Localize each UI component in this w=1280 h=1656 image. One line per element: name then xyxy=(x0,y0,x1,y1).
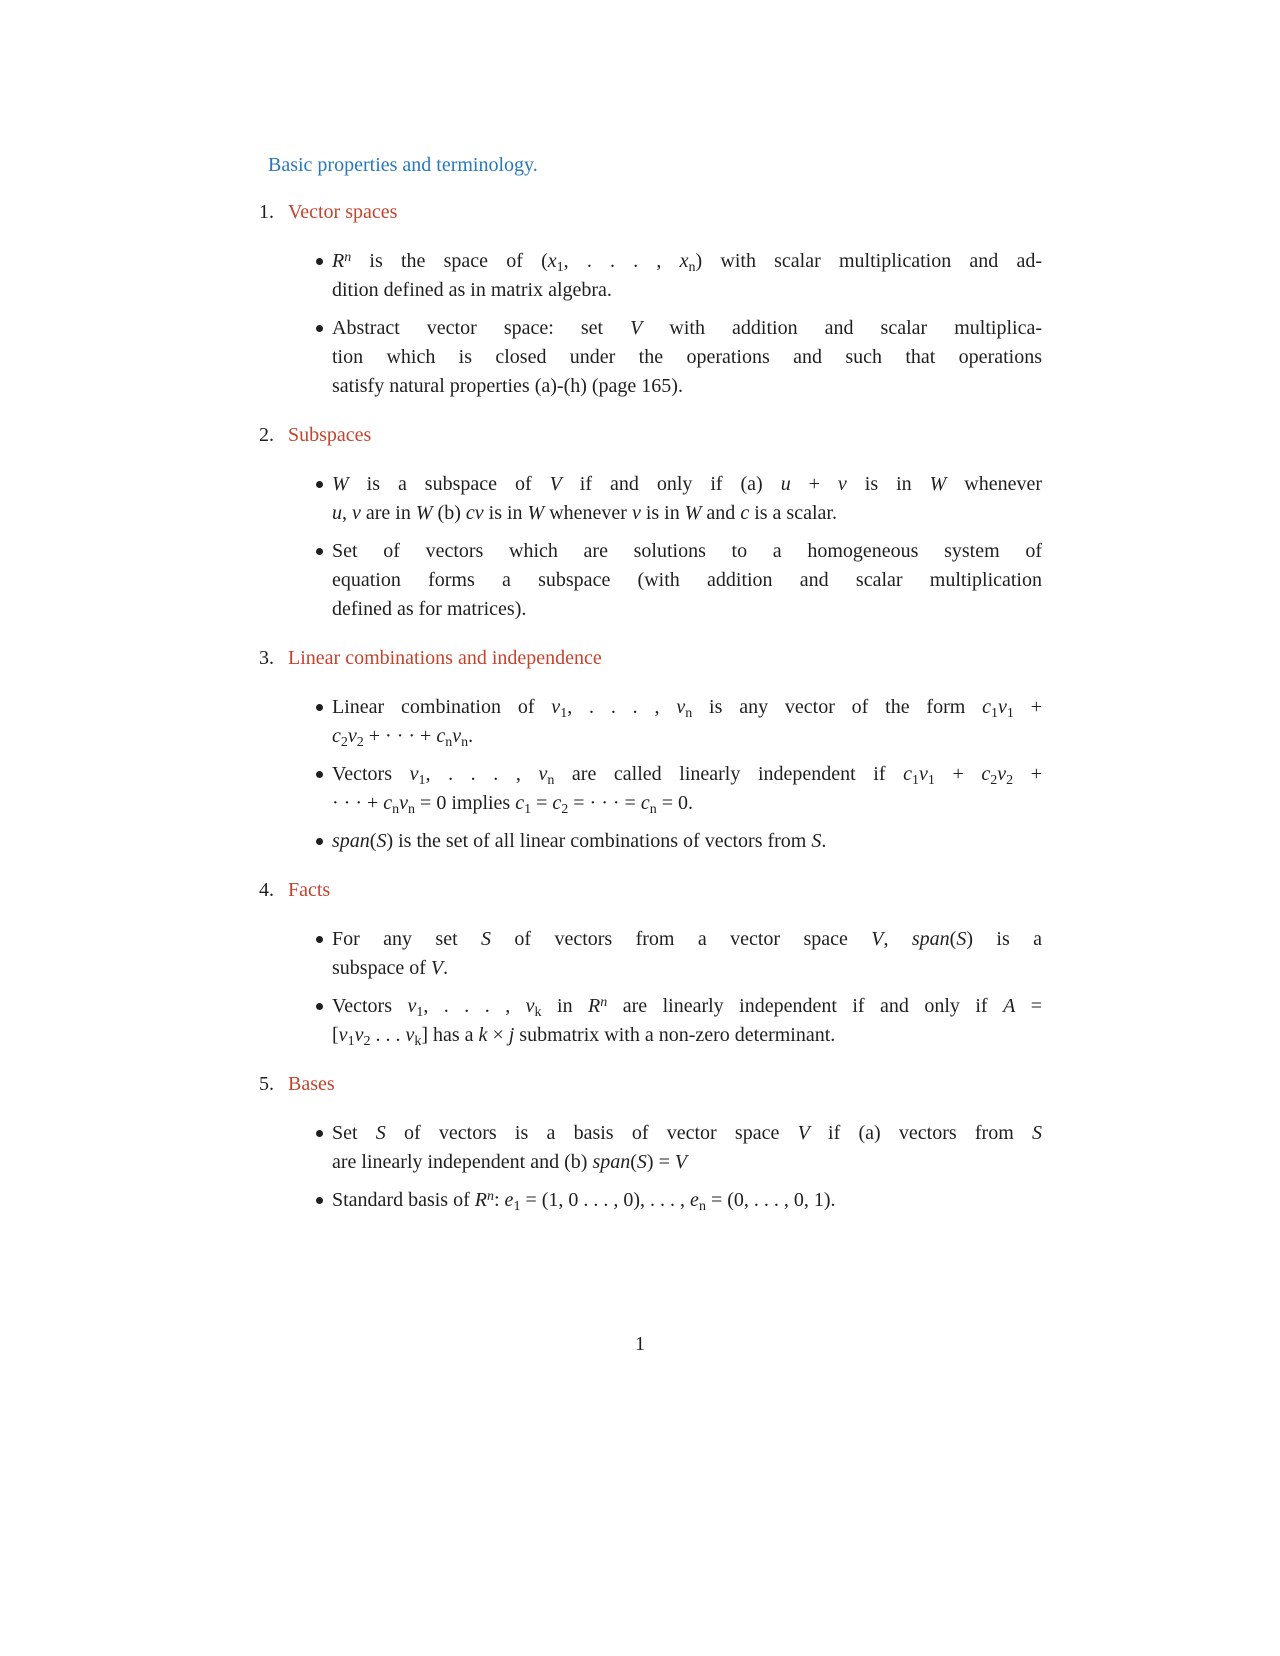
bullet-line: defined as for matrices). xyxy=(332,598,527,620)
bullet-dot-icon xyxy=(316,936,323,943)
bullet-line: W is a subspace of V if and only if (a) u + v is in W whenever xyxy=(332,473,1042,495)
bullet-item xyxy=(332,693,1042,751)
bullet-line: equation forms a subspace (with addition and scalar multiplication xyxy=(332,569,1042,591)
bullet-line: u, v are in W (b) cv is in W whenever v is in W and c is a scalar. xyxy=(332,502,837,524)
bullet-line: [$v_1v_2$ . . . $v_k$] has a k × j submatrix with a non-zero determinant. xyxy=(332,1024,836,1049)
section-heading: Bases xyxy=(288,1073,335,1095)
section-number: 5. xyxy=(259,1073,274,1095)
bullet-item xyxy=(332,925,1042,983)
bullet-list xyxy=(259,925,1042,1050)
section-item xyxy=(259,198,1042,401)
bullet-list xyxy=(259,247,1042,401)
sections xyxy=(259,198,1042,1215)
bullet-dot-icon xyxy=(316,1003,323,1010)
bullet-item xyxy=(332,314,1042,401)
bullet-item xyxy=(332,537,1042,624)
document-title: Basic properties and terminology. xyxy=(268,154,538,176)
bullet-dot-icon xyxy=(316,548,323,555)
bullet-line: Standard basis of $R^n$: $e_1 = (1$, 0 . . . , 0), . . . , $e_n = (0$, . . . , 0, 1). xyxy=(332,1189,836,1214)
section-heading-row xyxy=(259,644,1042,673)
bullet-line: Linear combination of $v_1$, . . . , $v_n$ is any vector of the form $c_1v_1$ + xyxy=(332,696,1043,721)
bullet-item xyxy=(332,827,1042,856)
bullet-item xyxy=(332,470,1042,528)
bullet-item xyxy=(332,992,1042,1050)
bullet-dot-icon xyxy=(316,325,323,332)
bullet-line: Set of vectors which are solutions to a homogeneous system of xyxy=(332,540,1042,562)
section-heading-row xyxy=(259,1070,1042,1099)
bullet-line: Set S of vectors is a basis of vector space V if (a) vectors from S xyxy=(332,1122,1043,1144)
page-number: 1 xyxy=(635,1333,645,1355)
section-heading-row xyxy=(259,421,1042,450)
bullet-line: For any set S of vectors from a vector space V, span(S) is a xyxy=(332,928,1042,950)
section-number: 1. xyxy=(259,201,274,223)
bullet-line: are linearly independent and (b) span(S) = V xyxy=(332,1151,688,1173)
bullet-line: satisfy natural properties (a)-(h) (page 165). xyxy=(332,375,683,397)
bullet-dot-icon xyxy=(316,481,323,488)
section-heading-row xyxy=(259,876,1042,905)
bullet-line: $c_2v_2$ + · · · + $c_nv_n$. xyxy=(332,725,474,750)
section-number: 3. xyxy=(259,647,274,669)
bullet-dot-icon xyxy=(316,1130,323,1137)
section-number: 2. xyxy=(259,424,274,446)
bullet-item xyxy=(332,247,1042,305)
section-heading: Linear combinations and independence xyxy=(288,647,602,669)
bullet-dot-icon xyxy=(316,258,323,265)
bullet-list xyxy=(259,1119,1042,1215)
document-content xyxy=(259,152,1042,1215)
bullet-dot-icon xyxy=(316,704,323,711)
bullet-line: tion which is closed under the operations and such that operations xyxy=(332,346,1042,368)
bullet-dot-icon xyxy=(316,838,323,845)
bullet-item xyxy=(332,760,1042,818)
bullet-line: span(S) is the set of all linear combinations of vectors from S. xyxy=(332,830,827,852)
section-item xyxy=(259,644,1042,856)
bullet-line: dition defined as in matrix algebra. xyxy=(332,279,612,301)
bullet-item xyxy=(332,1186,1042,1215)
bullet-line: Vectors $v_1$, . . . , $v_n$ are called linearly independent if $c_1v_1 + c_2v_2$ + xyxy=(332,763,1042,788)
bullet-line: Vectors $v_1$, . . . , $v_k$ in $R^n$ are linearly independent if and only if A = xyxy=(332,995,1043,1020)
section-item xyxy=(259,421,1042,624)
section-heading: Subspaces xyxy=(288,424,372,446)
section-item xyxy=(259,876,1042,1050)
section-heading-row xyxy=(259,198,1042,227)
bullet-line: Abstract vector space: set V with addition and scalar multiplica- xyxy=(332,317,1042,339)
section-item xyxy=(259,1070,1042,1215)
section-heading: Vector spaces xyxy=(288,201,398,223)
bullet-list xyxy=(259,693,1042,856)
bullet-list xyxy=(259,470,1042,624)
section-heading: Facts xyxy=(288,879,331,901)
section-number: 4. xyxy=(259,879,274,901)
bullet-line: subspace of V. xyxy=(332,957,449,979)
bullet-line: · · · + $c_nv_n = 0$ implies $c_1 = c_2$ = · · · = $c_n = 0$. xyxy=(332,792,693,817)
bullet-dot-icon xyxy=(316,771,323,778)
bullet-item xyxy=(332,1119,1042,1177)
bullet-dot-icon xyxy=(316,1197,323,1204)
bullet-line: $R^n$ is the space of ($x_1$, . . . , $x_n$) with scalar multiplication and ad- xyxy=(332,250,1043,275)
